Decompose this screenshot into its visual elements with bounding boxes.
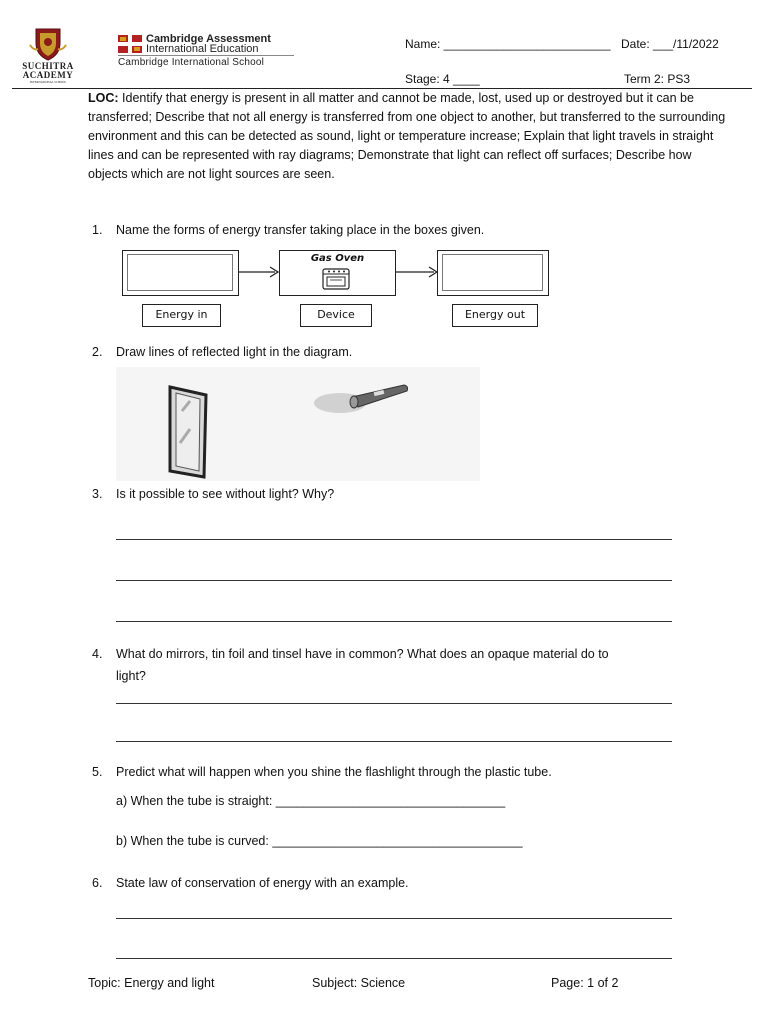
question-4-number: 4.	[92, 647, 103, 661]
mirror-icon	[164, 381, 210, 481]
flashlight-icon	[312, 379, 412, 419]
term-label: Term 2: PS3	[624, 72, 691, 86]
board-divider	[118, 55, 294, 56]
answer-line[interactable]	[116, 918, 672, 919]
question-5-text: Predict what will happen when you shine the flashlight through the plastic tube.	[116, 765, 552, 779]
answer-line[interactable]	[116, 621, 672, 622]
question-3-number: 3.	[92, 487, 103, 501]
question-6-number: 6.	[92, 876, 103, 890]
question-3-text: Is it possible to see without light? Why?	[116, 487, 335, 501]
energy-in-inner	[127, 254, 233, 291]
school-name-line1: SUCHITRA	[22, 61, 74, 71]
answer-line[interactable]	[116, 741, 672, 742]
answer-line[interactable]	[116, 539, 672, 540]
energy-out-box[interactable]	[437, 250, 549, 296]
cambridge-shield-icon	[118, 35, 142, 53]
reflection-diagram[interactable]	[116, 367, 480, 481]
question-1-number: 1.	[92, 223, 103, 237]
school-tagline: INTERNATIONAL SCHOOL	[29, 80, 67, 84]
footer-page: Page: 1 of 2	[551, 976, 619, 990]
question-2-text: Draw lines of reflected light in the diagram.	[116, 345, 353, 359]
board-school-label: Cambridge International School	[118, 57, 265, 68]
name-field[interactable]: Name: _________________________	[405, 37, 611, 51]
loc-text: Identify that energy is present in all matter and cannot be made, lost, used up or destroyed but it can be transferred; Describe that not all energy is transferred from one object to another, but transferred to the surrounding environment and this can be detected as sound, light or temperature increase; Explain that light travels in straight lines and can be represented with ray diagrams; Demonstrate that light can reflect off surfaces; Describe how objects which are not light sources are seen.	[88, 91, 726, 181]
question-4-text-line2: light?	[116, 669, 146, 683]
arrow-icon	[239, 266, 279, 278]
gas-oven-box	[279, 250, 396, 296]
learning-objectives	[88, 89, 728, 184]
oven-icon	[322, 268, 350, 290]
school-name	[17, 62, 79, 84]
question-5a[interactable]: a) When the tube is straight: _________________________________	[116, 794, 506, 808]
answer-line[interactable]	[116, 580, 672, 581]
stage-field[interactable]: Stage: 4 ____	[405, 72, 480, 86]
date-field[interactable]: Date: ___/11/2022	[621, 37, 719, 51]
question-6-text: State law of conservation of energy with an example.	[116, 876, 409, 890]
energy-in-box[interactable]	[122, 250, 239, 296]
footer-topic: Topic: Energy and light	[88, 976, 215, 990]
question-2-number: 2.	[92, 345, 103, 359]
school-name-line2: ACADEMY	[22, 70, 74, 80]
footer-subject: Subject: Science	[312, 976, 406, 990]
energy-out-label: Energy out	[452, 304, 538, 327]
question-1-text: Name the forms of energy transfer taking place in the boxes given.	[116, 223, 485, 237]
arrow-icon	[396, 266, 438, 278]
energy-in-label: Energy in	[142, 304, 221, 327]
question-5b[interactable]: b) When the tube is curved: ____________________________________	[116, 834, 523, 848]
school-crest-logo	[28, 25, 68, 61]
exam-board-name	[146, 34, 271, 54]
answer-line[interactable]	[116, 703, 672, 704]
energy-out-inner	[442, 254, 543, 291]
device-name: Gas Oven	[310, 253, 365, 264]
answer-line[interactable]	[116, 958, 672, 959]
loc-label: LOC:	[88, 91, 119, 105]
board-name-line2: International Education	[146, 43, 259, 55]
question-5-number: 5.	[92, 765, 103, 779]
device-label: Device	[300, 304, 372, 327]
question-4-text-line1: What do mirrors, tin foil and tinsel have in common? What does an opaque material do to	[116, 647, 609, 661]
board-name-line1: Cambridge Assessment	[146, 33, 271, 45]
